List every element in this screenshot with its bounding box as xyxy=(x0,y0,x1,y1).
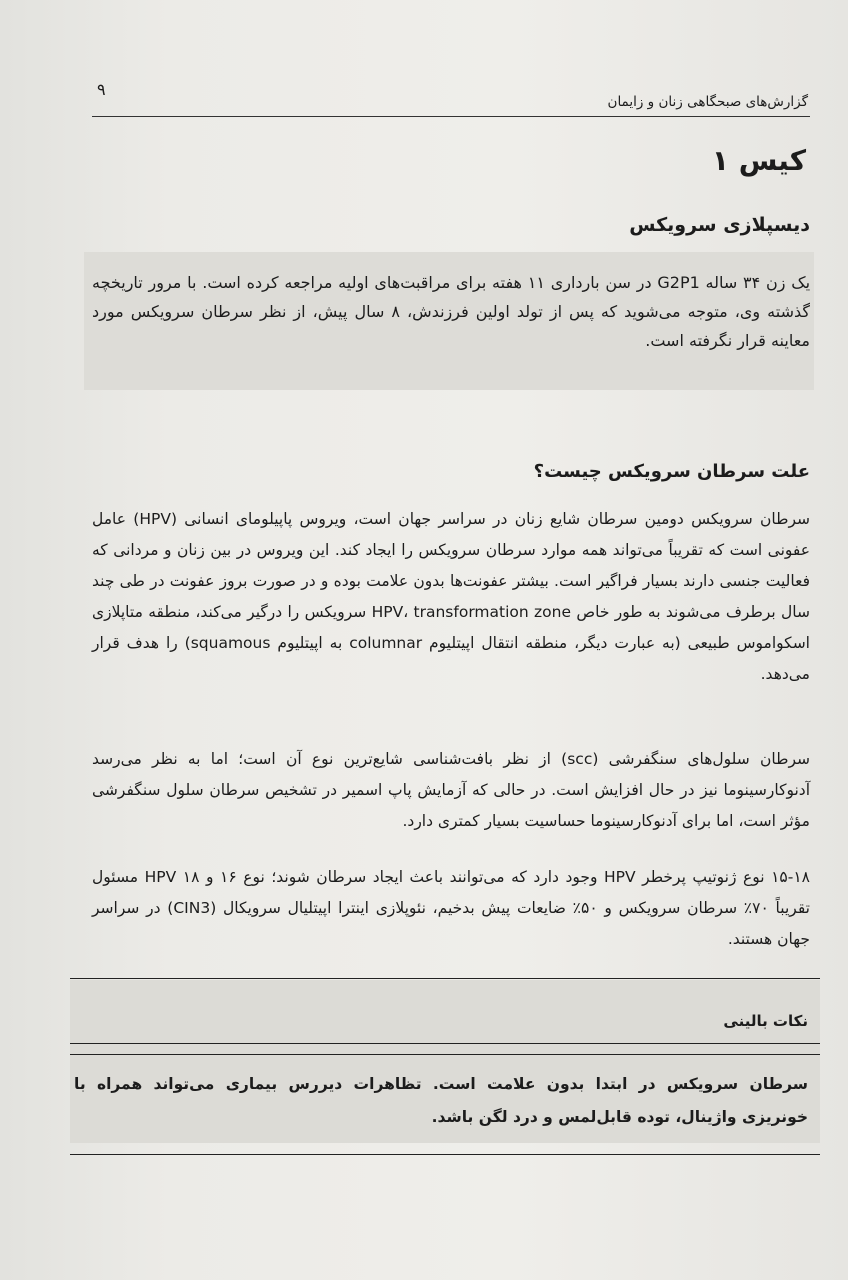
clinical-note-text: سرطان سرویکس در ابتدا بدون علامت است. تظاهرات دیررس بیماری می‌تواند همراه با خونریزی واژینال، توده قابل‌لمس و درد لگن باشد. xyxy=(74,1075,808,1126)
note-top-rule xyxy=(70,978,820,979)
section-heading: علت سرطان سرویکس چیست؟ xyxy=(533,461,810,482)
body-paragraph-3 xyxy=(92,862,810,955)
body-paragraph-2 xyxy=(92,744,810,837)
body-paragraph-1 xyxy=(92,504,810,690)
clinical-note-title: نکات بالینی xyxy=(723,1012,808,1030)
page-number: ۹ xyxy=(97,80,106,99)
note-title-rule-second xyxy=(70,1054,820,1055)
paragraph-text: سرطان سرویکس دومین سرطان شایع زنان در سراسر جهان است، ویروس پاپیلومای انسانی (HPV) عامل عفونی است که تقریباً می‌تواند همه موارد سرطان سرویکس را ایجاد کند. این ویروس در بین زنان و مردانی که فعالیت جنسی دارند بسیار فراگیر است. بیشتر عفونت‌ها بدون علامت بوده و در صورت بروز عفونت در طی چند سال برطرف می‌شوند به طور خاص HPV، transformation zone سرویکس را درگیر می‌کند، منطقه متاپلازی اسکواموس طبیعی (به عبارت دیگر، منطقه انتقال اپیتلیوم columnar به اپیتلیوم squamous) را هدف قرار می‌دهد. xyxy=(92,510,810,683)
case-description: یک زن ۳۴ ساله G2P1 در سن بارداری ۱۱ هفته برای مراقبت‌های اولیه مراجعه کرده است. با مرور تاریخچه گذشته وی، متوجه می‌شوید که پس از تولد اولین فرزندش، ۸ سال پیش، از نظر سرطان سرویکس مورد معاینه قرار نگرفته است. xyxy=(92,273,811,350)
note-bottom-rule xyxy=(70,1154,820,1155)
paragraph-text: سرطان سلول‌های سنگفرشی (scc) از نظر بافت‌شناسی شایع‌ترین نوع آن است؛ اما به نظر می‌رسد آدنوکارسینوما نیز در حال افزایش است. در حالی که آزمایش پاپ اسمیر در تشخیص سرطان سلول سنگفرشی مؤثر است، اما برای آدنوکارسینوما حساسیت بسیار کمتری دارد. xyxy=(92,750,810,830)
note-title-rule xyxy=(70,1043,820,1044)
running-header-title: گزارش‌های صبحگاهی زنان و زایمان xyxy=(607,94,808,110)
case-topic: دیسپلازی سرویکس xyxy=(629,214,810,236)
case-title: کیس ۱ xyxy=(711,144,806,177)
header-divider xyxy=(92,116,810,117)
paragraph-text: ۱۵-۱۸ نوع ژنوتیپ پرخطر HPV وجود دارد که می‌توانند باعث ایجاد سرطان شوند؛ نوع ۱۶ و ۱۸ HPV مسئول تقریباً ۷۰٪ سرطان سرویکس و ۵۰٪ ضایعات پیش بدخیم، نئوپلازی اینترا اپیتلیال سرویکال (CIN3) در سراسر جهان هستند. xyxy=(92,868,810,948)
